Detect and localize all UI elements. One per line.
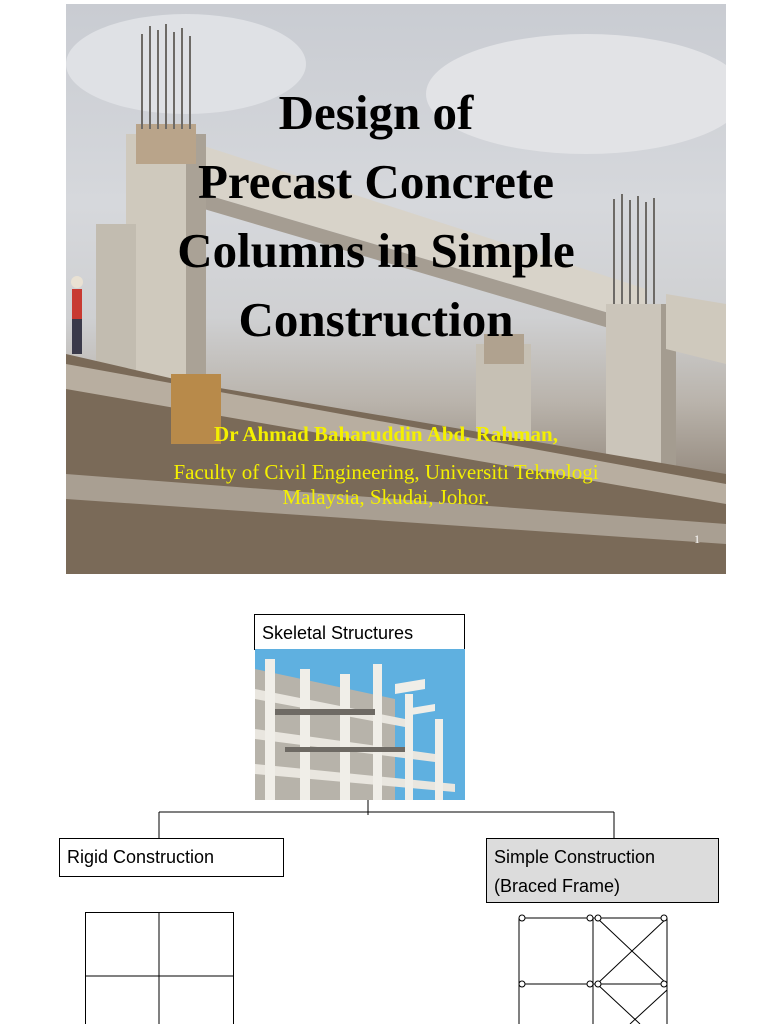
affiliation-line-1: Faculty of Civil Engineering, Universiti Teknologi <box>173 460 599 484</box>
rigid-construction-label: Rigid Construction <box>67 847 215 867</box>
skeletal-structure-photo <box>255 649 465 800</box>
rigid-frame-drawing <box>85 912 234 1024</box>
rigid-construction-box <box>59 838 284 877</box>
simple-construction-box <box>486 838 719 903</box>
braced-frame-label: (Braced Frame) <box>494 876 621 896</box>
connector-lines <box>159 800 614 838</box>
title-line-1: Design of <box>278 85 474 140</box>
simple-construction-label: Simple Construction <box>494 847 656 867</box>
braced-frame-drawing <box>519 918 667 1024</box>
slide-number: 1 <box>694 532 700 546</box>
affiliation-line-2: Malaysia, Skudai, Johor. <box>282 485 490 509</box>
title-line-3: Columns in Simple <box>177 223 575 278</box>
skeletal-structures-box <box>254 614 465 650</box>
skeletal-photo-image <box>255 649 465 800</box>
title-line-4: Construction <box>238 292 514 347</box>
skeletal-structures-label: Skeletal Structures <box>262 623 414 643</box>
title-line-2: Precast Concrete <box>198 154 554 209</box>
author-name: Dr Ahmad Baharuddin Abd. Rahman, <box>214 422 558 446</box>
